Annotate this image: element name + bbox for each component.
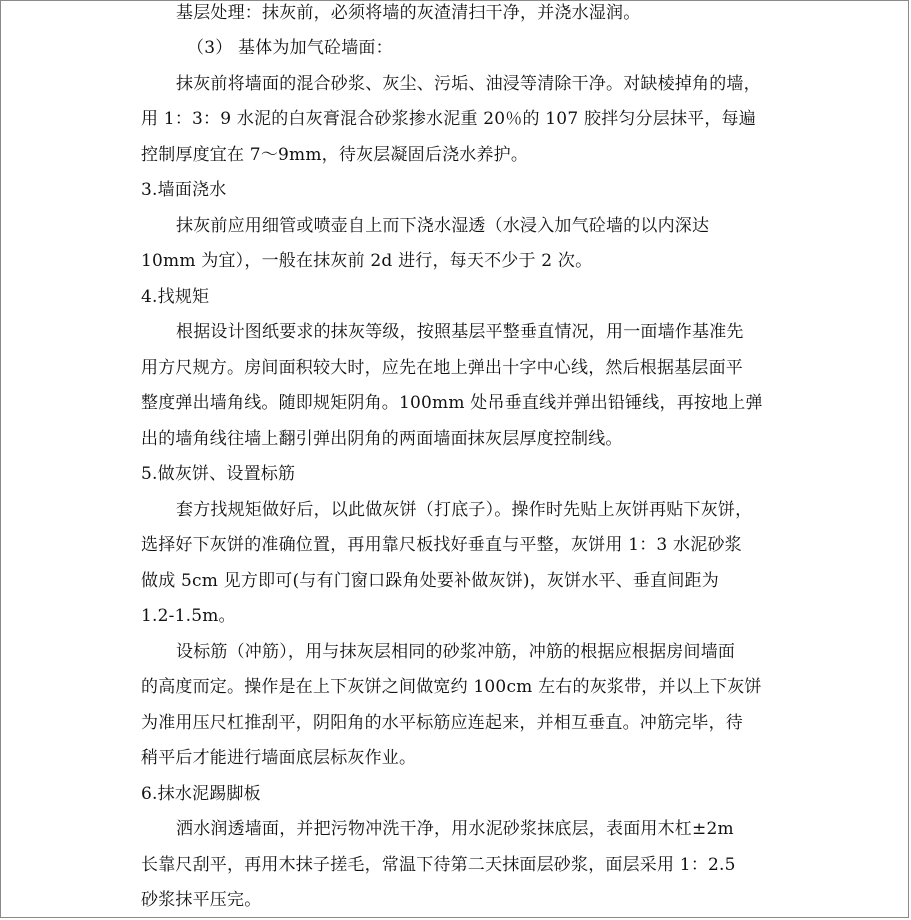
section-heading-3: 3.墙面浇水 <box>141 180 227 200</box>
section-heading-6: 6.抹水泥踢脚板 <box>141 784 261 804</box>
text-line-10: 根据设计图纸要求的抹灰等级，按照基层平整垂直情况，用一面墙作基准先 <box>176 322 744 342</box>
text-line-11: 用方尺规方。房间面积较大时，应先在地上弹出十字中心线，然后根据基层面平 <box>141 358 743 378</box>
text-line-24: 洒水润透墙面，并把污物冲洗干净，用水泥砂浆抹底层，表面用木杠±2m <box>176 819 734 839</box>
text-line-22: 稍平后才能进行墙面底层标灰作业。 <box>141 748 417 768</box>
text-line-4: 用 1：3：9 水泥的白灰膏混合砂浆掺水泥重 20％的 107 胶拌匀分层抹平，每遍 <box>141 109 756 129</box>
text-line-1: 基层处理：抹灰前，必须将墙的灰渣清扫干净，并浇水湿润。 <box>176 3 641 23</box>
subsection-title-3: （3） 基体为加气砼墙面： <box>187 38 393 58</box>
text-line-5: 控制厚度宜在 7～9mm，待灰层凝固后浇水养护。 <box>141 145 529 165</box>
text-line-18: 1.2-1.5m。 <box>141 606 236 626</box>
text-line-7: 抹灰前应用细管或喷壶自上而下浇水湿透（水浸入加气砼墙的以内深达 <box>176 216 710 236</box>
text-line-20: 的高度而定。操作是在上下灰饼之间做宽约 100cm 左右的灰浆带，并以上下灰饼 <box>141 677 762 697</box>
section-heading-4: 4.找规矩 <box>141 287 210 307</box>
section-heading-5: 5.做灰饼、设置标筋 <box>141 464 296 484</box>
text-line-19: 设标筋（冲筋），用与抹灰层相同的砂浆冲筋，冲筋的根据应根据房间墙面 <box>176 642 736 662</box>
text-line-3: 抹灰前将墙面的混合砂浆、灰尘、污垢、油浸等清除干净。对缺棱掉角的墙， <box>176 74 761 94</box>
text-line-15: 套方找规矩做好后，以此做灰饼（打底子）。操作时先贴上灰饼再贴下灰饼， <box>176 500 753 520</box>
text-line-16: 选择好下灰饼的准确位置，再用靠尺板找好垂直与平整，灰饼用 1：3 水泥砂浆 <box>141 535 742 555</box>
text-line-13: 出的墙角线往墙上翻引弹出阴角的两面墙面抹灰层厚度控制线。 <box>141 429 623 449</box>
text-line-21: 为准用压尺杠推刮平，阴阳角的水平标筋应连起来，并相互垂直。冲筋完毕，待 <box>141 713 743 733</box>
text-line-26: 砂浆抹平压完。 <box>141 890 262 910</box>
text-line-12: 整度弹出墙角线。随即规矩阴角。100mm 处吊垂直线并弹出铅锤线，再按地上弹 <box>141 393 763 413</box>
text-line-17: 做成 5cm 见方即可(与有门窗口跺角处要补做灰饼)，灰饼水平、垂直间距为 <box>141 571 719 591</box>
text-line-8: 10mm 为宜），一般在抹灰前 2d 进行，每天不少于 2 次。 <box>141 251 593 271</box>
text-line-25: 长靠尺刮平，再用木抹子搓毛，常温下待第二天抹面层砂浆，面层采用 1：2.5 <box>141 855 736 875</box>
